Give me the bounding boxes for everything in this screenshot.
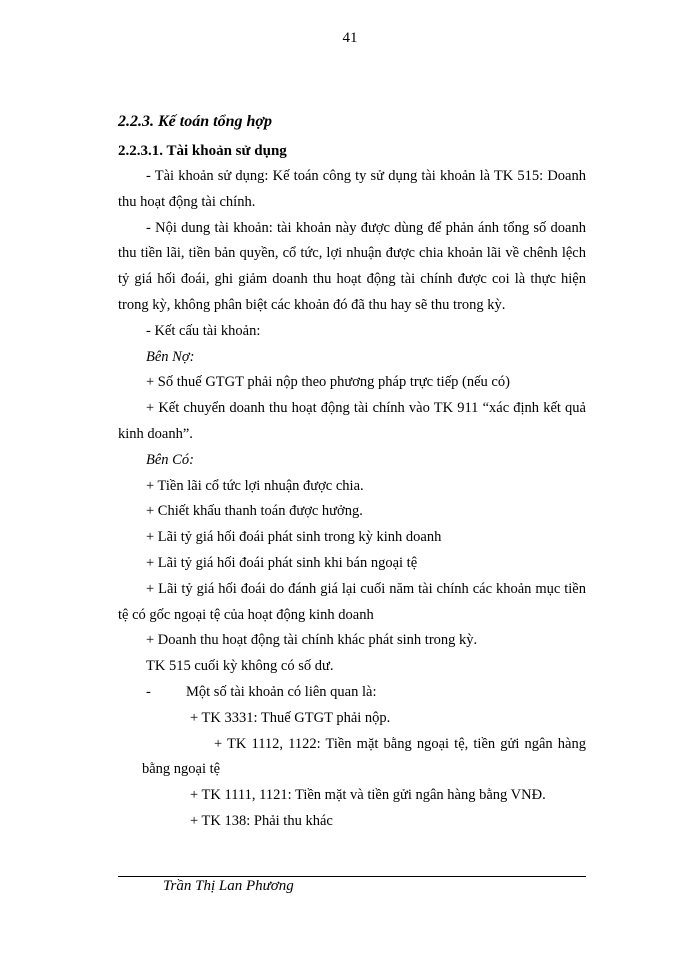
account-structure-label: - Kết cấu tài khoản: bbox=[146, 322, 261, 339]
debit-side-heading: Bên Nợ: bbox=[146, 348, 195, 365]
credit-side-heading: Bên Có: bbox=[146, 451, 194, 468]
dash-bullet: - bbox=[146, 683, 151, 700]
related-accounts-heading bbox=[118, 680, 586, 706]
credit-item: + Lãi tỷ giá hối đoái phát sinh trong kỳ kinh doanh bbox=[146, 529, 442, 546]
document-body bbox=[118, 108, 586, 835]
related-account-item: + TK 1111, 1121: Tiền mặt và tiền gửi ngân hàng bằng VNĐ. bbox=[190, 787, 546, 804]
section-title: 2.2.3. Kế toán tổng hợp bbox=[118, 113, 272, 130]
credit-item: + Chiết khấu thanh toán được hưởng. bbox=[146, 503, 363, 520]
related-account-item: + TK 138: Phải thu khác bbox=[190, 812, 333, 829]
credit-item: + Lãi tỷ giá hối đoái phát sinh khi bán ngoại tệ bbox=[146, 554, 418, 571]
page-number: 41 bbox=[342, 30, 358, 46]
credit-item: + Tiền lãi cổ tức lợi nhuận được chia. bbox=[146, 477, 364, 494]
account-content-paragraph: - Nội dung tài khoản: tài khoản này được dùng để phản ánh tổng số doanh thu tiền lãi, tiền bản quyền, cổ tức, lợi nhuận được chia khoản lãi về chênh lệch tỷ giá hối đoái, ghi giảm doanh thu hoạt động tài chính được coi là thực hiện trong kỳ, không phân biệt các khoản đó đã thu hay sẽ thu trong kỳ. bbox=[118, 219, 586, 313]
subsection-title: 2.2.3.1. Tài khoản sử dụng bbox=[118, 143, 287, 159]
related-accounts-label: Một số tài khoản có liên quan là: bbox=[186, 683, 377, 700]
footer-divider bbox=[118, 876, 586, 877]
account-used-paragraph: - Tài khoản sử dụng: Kế toán công ty sử dụng tài khoản là TK 515: Doanh thu hoạt động tài chính. bbox=[118, 168, 586, 210]
credit-item: + Lãi tỷ giá hối đoái do đánh giá lại cuối năm tài chính các khoản mục tiền tệ có gốc ngoại tệ của hoạt động kinh doanh bbox=[118, 580, 586, 623]
related-account-item: + TK 1112, 1122: Tiền mặt bằng ngoại tệ, tiền gửi ngân hàng bằng ngoại tệ bbox=[142, 735, 586, 778]
footer-author: Trần Thị Lan Phương bbox=[163, 878, 294, 894]
debit-item: + Kết chuyển doanh thu hoạt động tài chính vào TK 911 “xác định kết quả kinh doanh”. bbox=[118, 400, 586, 442]
credit-item: + Doanh thu hoạt động tài chính khác phát sinh trong kỳ. bbox=[146, 632, 478, 649]
related-account-item: + TK 3331: Thuế GTGT phải nộp. bbox=[190, 709, 391, 726]
debit-item: + Số thuế GTGT phải nộp theo phương pháp trực tiếp (nếu có) bbox=[146, 374, 510, 391]
balance-note: TK 515 cuối kỳ không có số dư. bbox=[146, 658, 334, 675]
